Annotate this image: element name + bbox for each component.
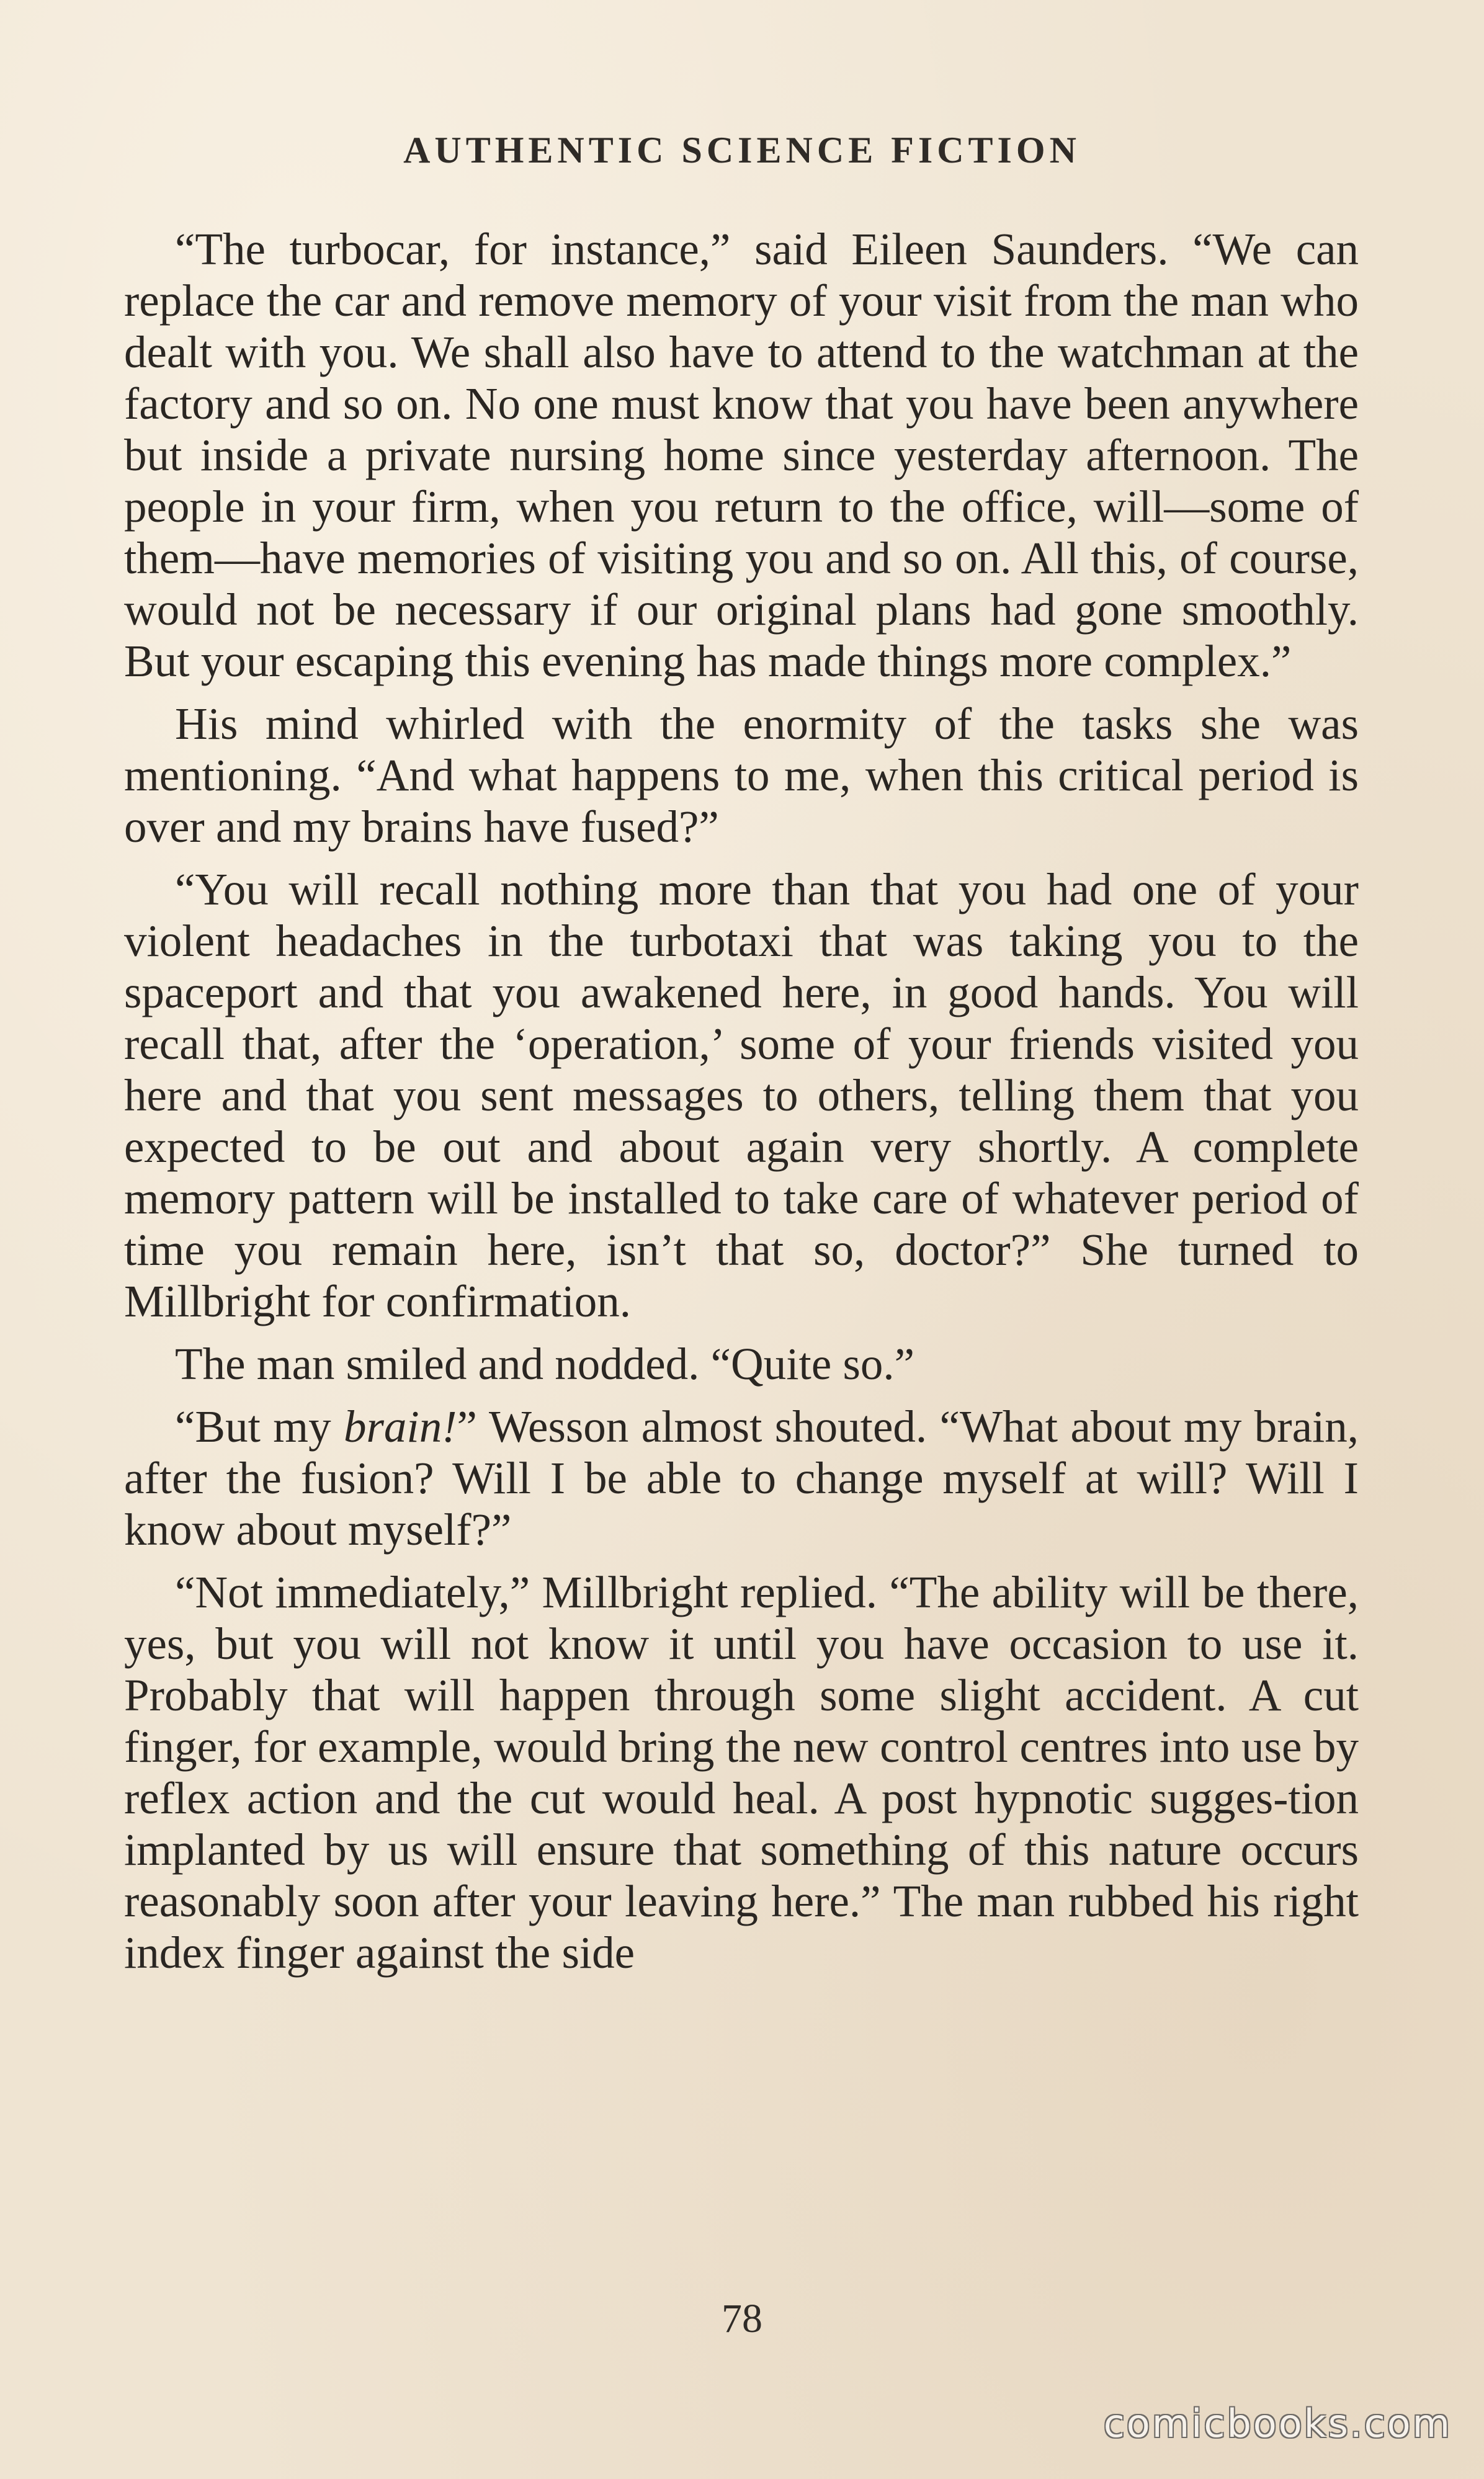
paragraph-text: His mind whirled with the enormity of the tasks she was mentioning. “And what happens to me, when this critical period is over and my brains have fused?” [124,699,1359,852]
paragraph-text: ” Wesson almost shouted. “What about my brain, after the fusion? Will I be able to change myself at will? Will I know about myself?” [124,1401,1359,1555]
paragraph [124,1338,1359,1390]
paragraph [124,698,1359,852]
paragraph [124,223,1359,687]
paragraph-text: “But my [175,1401,344,1452]
paragraph [124,1566,1359,1978]
paragraph-text: “You will recall nothing more than that you had one of your violent headaches in the turbotaxi that was taking you to the spaceport and that you awakened here, in good hands. You will recall that, after the ‘operation,’ some of your friends visited you here and that you sent messages to others, telling them that you expected to be out and about again very shortly. A complete memory pattern will be installed to take care of whatever period of time you remain here, isn’t that so, doctor?” She turned to Millbright for confirmation. [124,864,1359,1326]
italic-emphasis: brain! [344,1401,457,1452]
body-text [124,223,1359,1990]
paragraph-text: The man smiled and nodded. “Quite so.” [175,1339,915,1389]
running-head: AUTHENTIC SCIENCE FICTION [403,130,1081,171]
paragraph [124,1401,1359,1555]
paragraph-text: “The turbocar, for instance,” said Eileen Saunders. “We can replace the car and remove memory of your visit from the man who dealt with you. We shall also have to attend to the watchman at the factory and so on. No one must know that you have been anywhere but inside a private nursing home since yesterday afternoon. The people in your firm, when you return to the office, will—some of them—have memories of visiting you and so on. All this, of course, would not be necessary if our original plans had gone smoothly. But your escaping this evening has made things more complex.” [124,224,1359,686]
paragraph [124,864,1359,1327]
watermark-logo: comicbooks.com [1103,2401,1452,2446]
paragraph-text: “Not immediately,” Millbright replied. “The ability will be there, yes, but you will not know it until you have occasion to use it. Probably that will happen through some slight accident. A cut finger, for example, would bring the new control centres into use by reflex action and the cut would heal. A post hypnotic sugges-tion implanted by us will ensure that something of this nature occurs reasonably soon after your leaving here.” The man rubbed his right index finger against the side [124,1567,1359,1978]
page-number: 78 [722,2296,762,2341]
